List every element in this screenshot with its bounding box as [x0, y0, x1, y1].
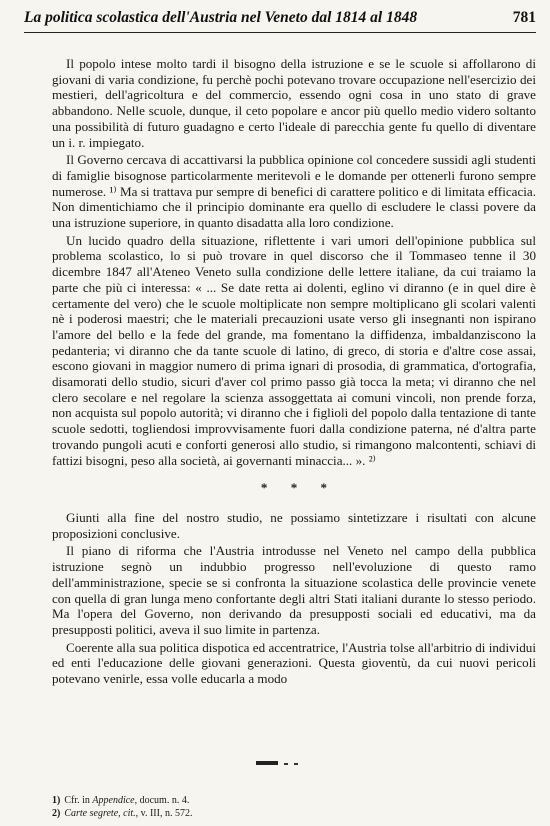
print-smudge — [294, 763, 298, 765]
running-header — [24, 9, 536, 27]
footnote-text: Cfr. in Appendice, docum. n. 4. — [64, 795, 190, 806]
footnote-text: Carte segrete, cit., v. III, n. 572. — [64, 808, 193, 819]
section-separator: * * * — [260, 480, 338, 496]
footnote — [52, 807, 536, 820]
paragraph: Coerente alla sua politica dispotica ed accentratrice, l'Austria tolse all'arbitrio di individui ed enti l'educazione delle giovani generazioni. Questa gioventù, da cui nuovi pericoli potevano venirle, essa volle educarla a modo — [52, 639, 536, 687]
page-number: 781 — [512, 9, 536, 26]
footnote-mark: 1) — [52, 795, 61, 806]
paragraph: Il piano di riforma che l'Austria introdusse nel Veneto nel campo della pubblica istruzione segnò un indubbio progresso nell'evoluzione di questo ramo dell'amministrazione, specie se si confronta la situazione scolastica delle provincie venete con quella di gran lunga meno confortante degli altri Stati italiani durante lo stesso periodo. Ma l'opera del Governo, non derivando da presupposti sociali ed educativi, ma da presupposti politici, aveva il suo limite in partenza. — [52, 543, 536, 637]
paragraph: Il Governo cercava di accattivarsi la pubblica opinione col concedere sussidi agli studenti di famiglie bisognose particolarmente meritevoli e le domande per ottenerli furono sempre numerose. ¹⁾ Ma si trattava pur sempre di benefici di carattere politico e di limitata efficacia. Non dimentichiamo che il principio dominante era quello di escludere le classi povere da una istruzione superiore, in quanto disadatta alla loro condizione. — [52, 152, 536, 231]
running-title: La politica scolastica dell'Austria nel Veneto dal 1814 al 1848 — [24, 9, 418, 26]
footnote — [52, 794, 536, 807]
paragraph: Giunti alla fine del nostro studio, ne possiamo sintetizzare i risultati con alcune proposizioni conclusive. — [52, 509, 536, 541]
paragraph: Il popolo intese molto tardi il bisogno della istruzione e se le scuole si affollarono di giovani di varia condizione, fu perchè pochi potevano trovare occupazione nell'esercizio dei mestieri, dell'agricoltura e del commercio, essendo ogni cosa in uno stato di grave abbandono. Nelle scuole, dunque, il ceto popolare e ancor più quello medio videro soltanto una possibilità di futuro guadagno e certo l'ideale di parecchia gente fu quello di diventare un i. r. impiegato. — [52, 56, 536, 150]
footnotes — [52, 794, 536, 820]
paragraph: Un lucido quadro della situazione, riflettente i vari umori dell'opinione pubblica sul problema scolastico, lo si può trovare in quel discorso che il Tommaseo tenne il 30 dicembre 1847 all'Ateneo Veneto sulla condizione delle lettere italiane, da cui traiamo la parte che più ci interessa: « ... Se date retta ai dolenti, eglino vi diranno (e in quel dire è certamente del vero) che le scuole moltiplicate non sempre moltiplicano gli scolari valenti nè i poderosi maestri; che le materiali precauzioni usate verso gli insegnanti non ispirano l'amore del bello e la fede del grande, ma fomentano la diffidenza, imbaldanziscono la pedanteria; vi diranno che da tante scuole di latino, di greco, di storia e d'altre cose assai, escono giovani in maggior numero di prima ignari di prosodia, di grammatica, d'ortografia, disamorati dello studio, sicuri d'aver col primo passo già tocca la meta; vi diranno che nel clero secolare e nel regolare la scienza assoggettata ai comuni vincoli, non prende forza, non acquista sul popolo autorità; vi diranno che i figlioli del popolo dalla tentazione di tante scuole sedotti, togliendosi improvvisamente fuori dalla condizione paterna, né d'altra parte trovando pungoli acuti e conforti generosi allo studio, si rimangono malcontenti, schiavi di fattizi bisogni, peso alla società, ai governanti minaccia... ». ²⁾ — [52, 232, 536, 468]
footnote-mark: 2) — [52, 808, 61, 819]
header-rule — [24, 32, 536, 33]
print-smudge — [284, 763, 288, 765]
print-smudge — [256, 761, 278, 765]
body-text — [52, 56, 536, 689]
